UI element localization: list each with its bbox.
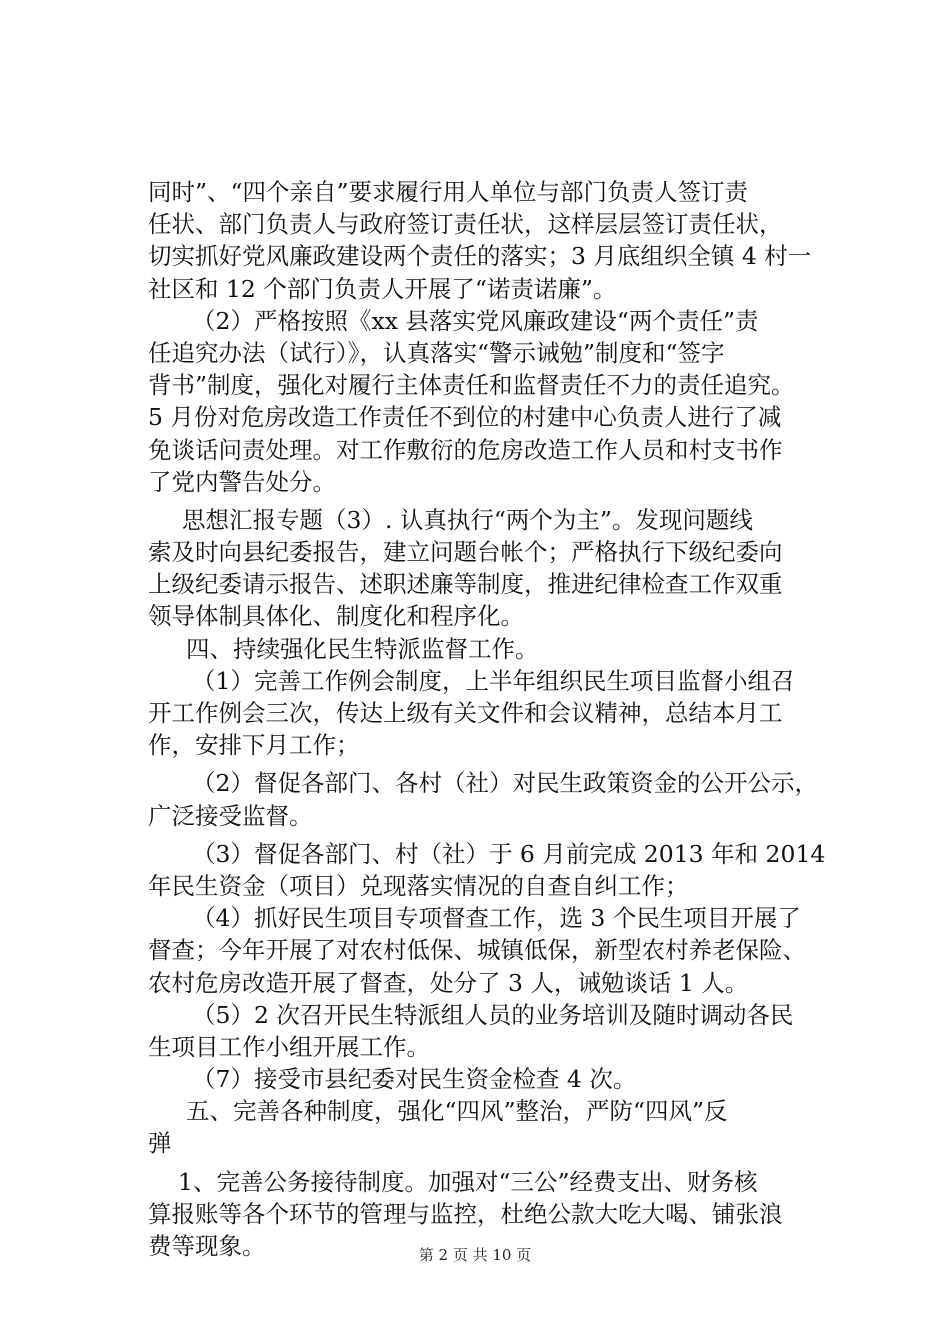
text-line: 四、持续强化民生特派监督工作。 <box>186 634 539 663</box>
text-line: （2）督促各部门、各村（社）对民生政策资金的公开公示， <box>192 769 818 798</box>
text-line: 开工作例会三次，传达上级有关文件和会议精神，总结本月工 <box>148 699 783 727</box>
text-line: 费等现象。 <box>148 1232 266 1260</box>
text-line: （7）接受市县纪委对民生资金检查 4 次。 <box>192 1065 637 1094</box>
text-line: 了党内警告处分。 <box>148 467 336 496</box>
text-line: 上级纪委请示报告、述职述廉等制度，推进纪律检查工作双重 <box>148 570 783 599</box>
text-line: 作，安排下月工作； <box>148 731 360 760</box>
text-line: 广泛接受监督。 <box>148 801 313 830</box>
text-line: （3）督促各部门、村（社）于 6 月前完成 2013 年和 2014 <box>192 839 826 868</box>
text-line: 思想汇报专题（3）. 认真执行“两个为主”。发现问题线 <box>182 505 753 534</box>
text-line: （5）2 次召开民生特派组人员的业务培训及随时调动各民 <box>192 1000 794 1029</box>
text-line: 年民生资金（项目）兑现落实情况的自查自纠工作； <box>148 871 689 900</box>
document-body <box>148 176 838 1262</box>
text-line: 任状、部门负责人与政府签订责任状，这样层层签订责任状， <box>148 210 783 239</box>
text-line: 农村危房改造开展了督查，处分了 3 人，诫勉谈话 1 人。 <box>148 968 749 997</box>
text-line: 弹 <box>148 1129 172 1158</box>
text-line: 5 月份对危房改造工作责任不到位的村建中心负责人进行了减 <box>148 403 782 432</box>
text-line: 免谈话问责处理。对工作敷衍的危房改造工作人员和村支书作 <box>148 435 783 464</box>
text-line: 同时”、“四个亲自”要求履行用人单位与部门负责人签订责 <box>148 178 749 206</box>
text-line: 索及时向县纪委报告，建立问题台帐个；严格执行下级纪委向 <box>148 538 783 567</box>
text-line: 社区和 12 个部门负责人开展了“诺责诺廉”。 <box>148 274 617 303</box>
text-line: （4）抓好民生项目专项督查工作，选 3 个民生项目开展了 <box>192 904 801 933</box>
text-line: 切实抓好党风廉政建设两个责任的落实；3 月底组织全镇 4 村一 <box>148 242 812 271</box>
text-line: 算报账等各个环节的管理与监控，杜绝公款大吃大喝、铺张浪 <box>148 1199 783 1228</box>
text-line: 背书”制度，强化对履行主体责任和监督责任不力的责任追究。 <box>148 371 795 400</box>
text-line: 1、完善公务接待制度。加强对“三公”经费支出、财务核 <box>178 1167 758 1196</box>
text-line: 五、完善各种制度，强化“四风”整治，严防“四风”反 <box>186 1097 728 1126</box>
text-line: （1）完善工作例会制度，上半年组织民生项目监督小组召 <box>192 666 795 695</box>
page-number-footer: 第 2 页 共 10 页 <box>418 1246 532 1264</box>
text-line: 生项目工作小组开展工作。 <box>148 1032 430 1061</box>
text-line: 任追究办法（试行）》，认真落实“警示诫勉”制度和“签字 <box>148 338 725 367</box>
text-line: 督查；今年开展了对农村低保、城镇低保，新型农村养老保险、 <box>148 936 806 965</box>
text-line: （2）严格按照《xx 县落实党风廉政建设“两个责任”责 <box>192 306 759 335</box>
text-line: 领导体制具体化、制度化和程序化。 <box>148 602 524 631</box>
